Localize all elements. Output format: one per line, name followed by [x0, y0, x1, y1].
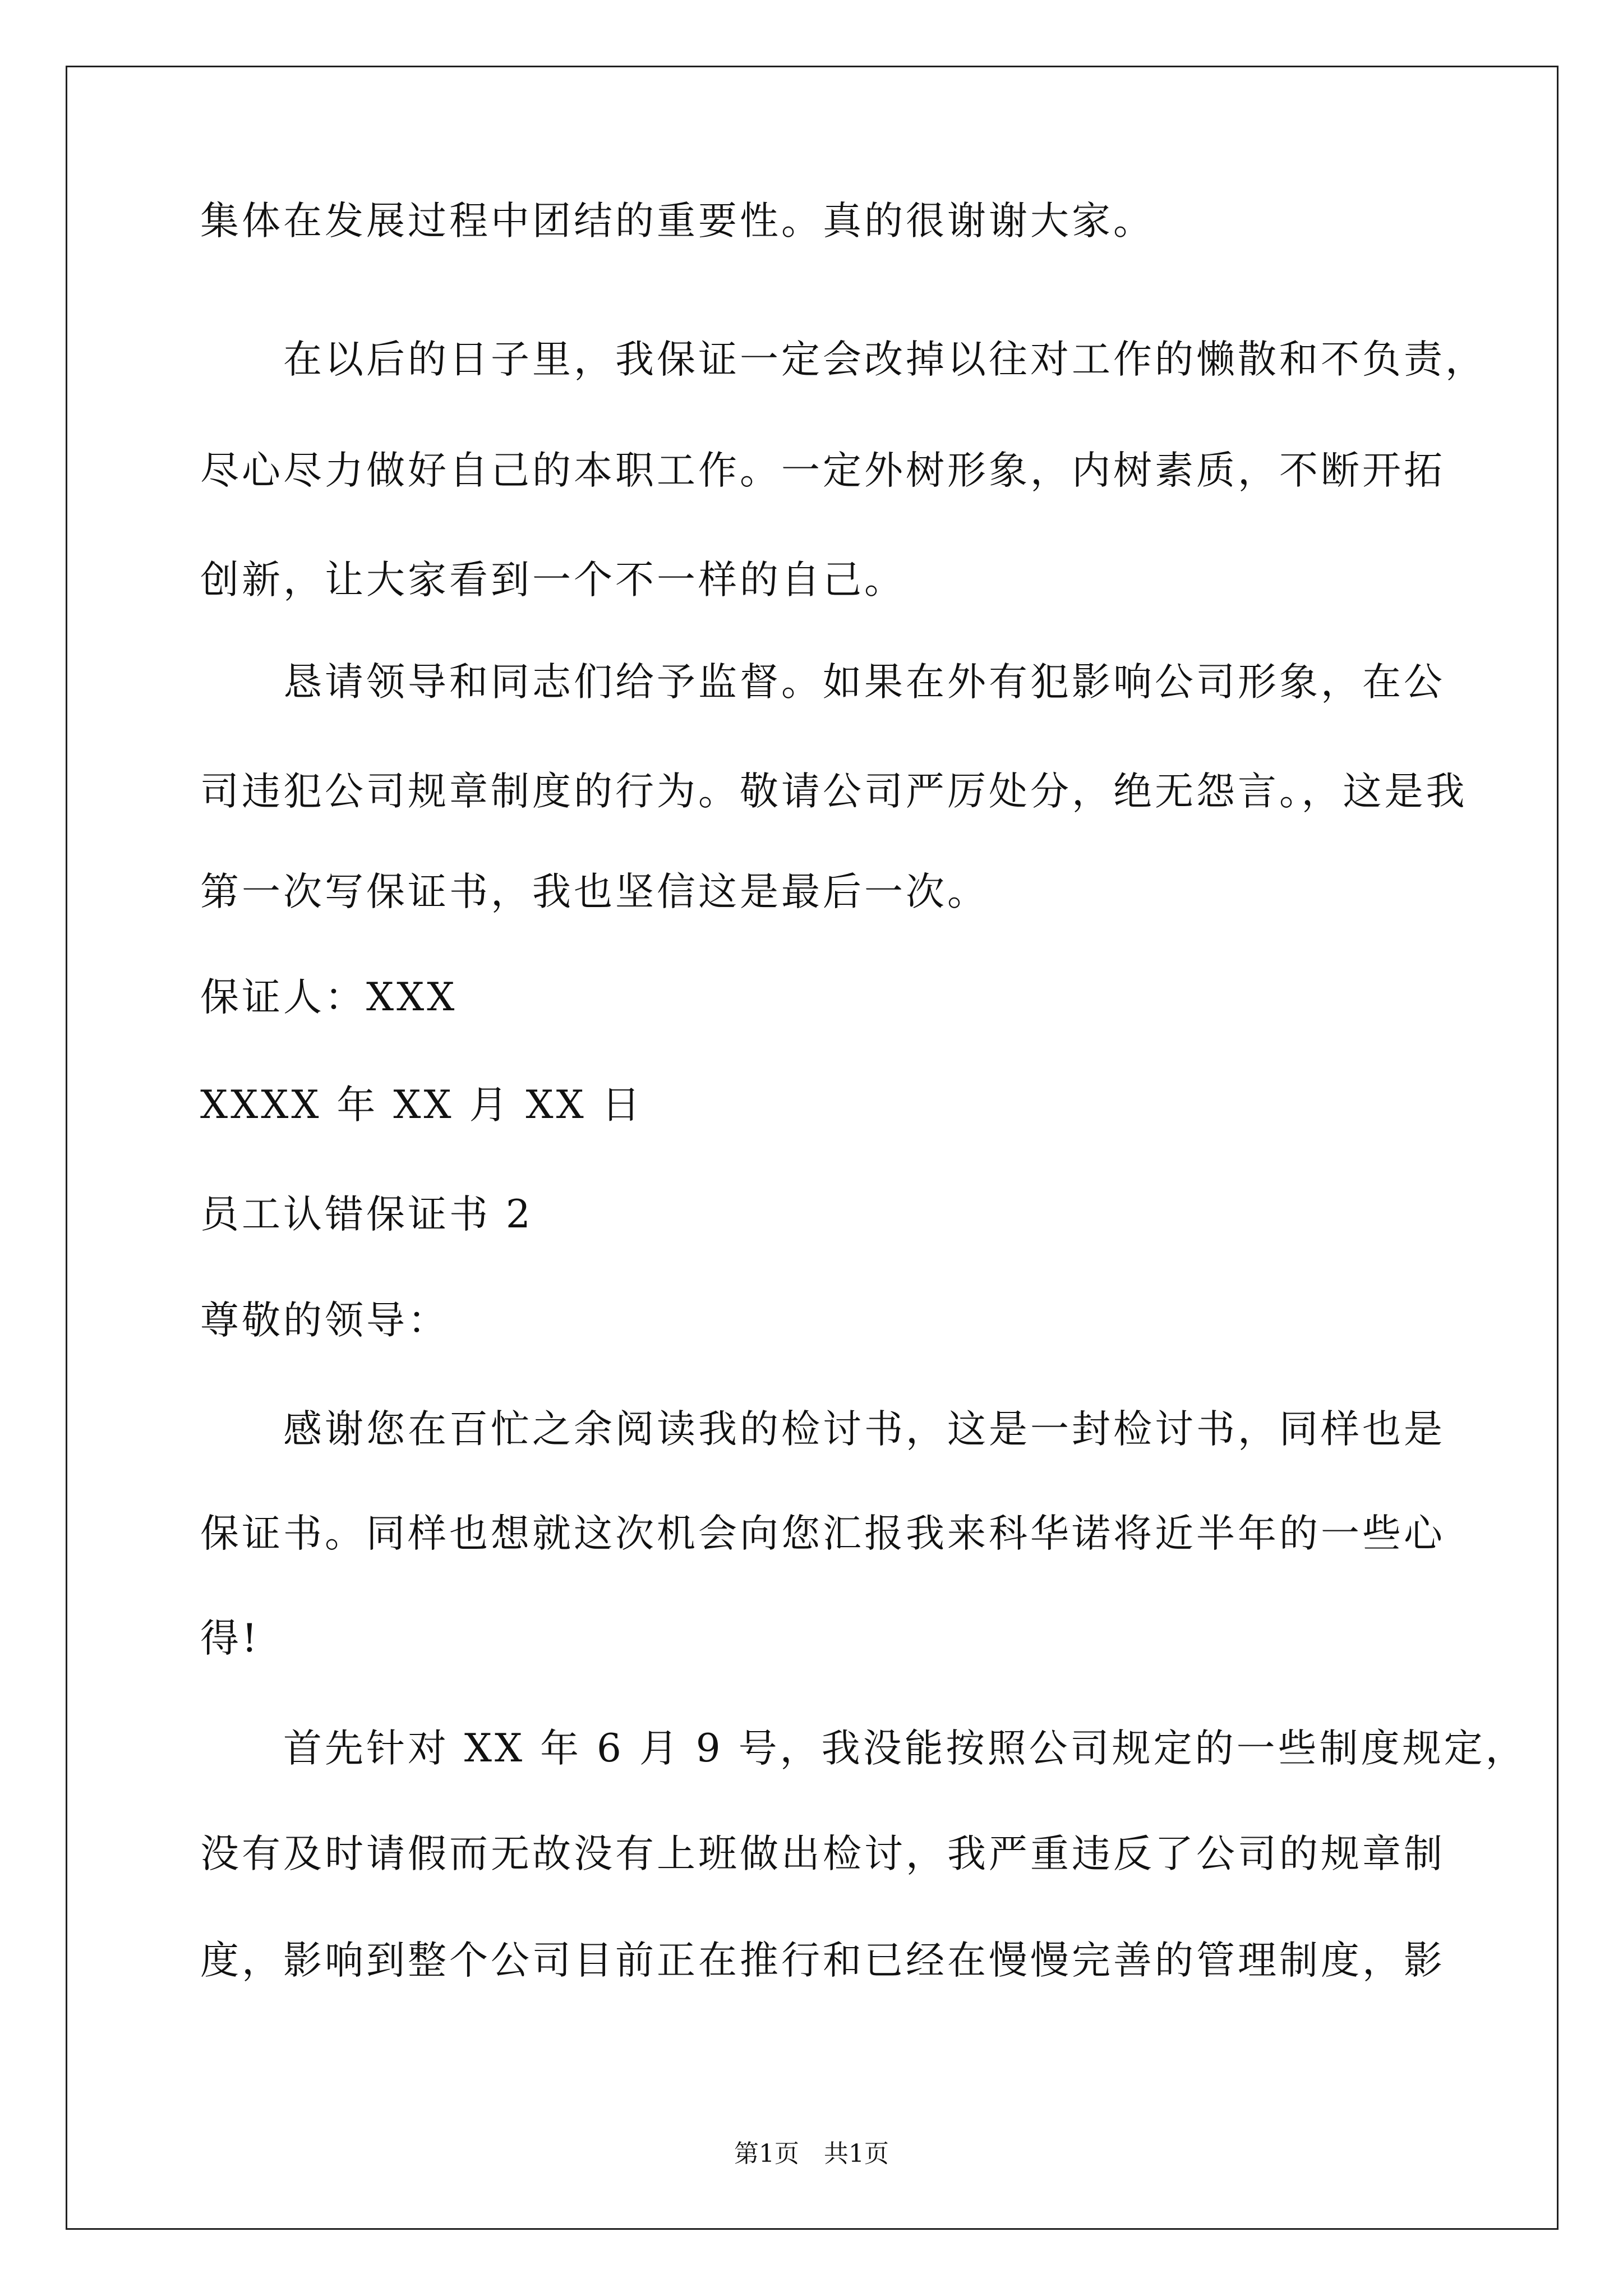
paragraph-line: 感谢您在百忙之余阅读我的检讨书，这是一封检讨书，同样也是 [283, 1407, 1445, 1452]
paragraph-line: 集体在发展过程中团结的重要性。真的很谢谢大家。 [200, 199, 1155, 243]
paragraph-line: 第一次写保证书，我也坚信这是最后一次。 [200, 869, 989, 914]
paragraph-line: 在以后的日子里，我保证一定会改掉以往对工作的懒散和不负责， [283, 337, 1487, 382]
paragraph-line: 创新，让大家看到一个不一样的自己。 [200, 558, 906, 602]
salutation: 尊敬的领导： [200, 1298, 449, 1343]
section-title: 员工认错保证书 2 [200, 1192, 533, 1237]
page-border [66, 66, 1559, 2230]
paragraph-line: 首先针对 XX 年 6 月 9 号，我没能按照公司规定的一些制度规定， [283, 1726, 1527, 1771]
paragraph-line: 司违犯公司规章制度的行为。敬请公司严厉处分，绝无怨言。，这是我 [200, 769, 1468, 814]
paragraph-line: 保证书。同样也想就这次机会向您汇报我来科华诺将近半年的一些心 [200, 1511, 1445, 1556]
paragraph-line: 恳请领导和同志们给予监督。如果在外有犯影响公司形象，在公 [283, 660, 1445, 705]
guarantor-line: 保证人：XXX [200, 975, 458, 1020]
date-line: XXXX 年 XX 月 XX 日 [200, 1083, 643, 1128]
paragraph-line: 度，影响到整个公司目前正在推行和已经在慢慢完善的管理制度，影 [200, 1938, 1445, 1983]
paragraph-line: 没有及时请假而无故没有上班做出检讨，我严重违反了公司的规章制 [200, 1832, 1445, 1876]
page-footer: 第1页 共1页 [734, 2139, 889, 2168]
paragraph-line: 得! [200, 1616, 260, 1661]
paragraph-line: 尽心尽力做好自己的本职工作。一定外树形象，内树素质，不断开拓 [200, 448, 1445, 493]
